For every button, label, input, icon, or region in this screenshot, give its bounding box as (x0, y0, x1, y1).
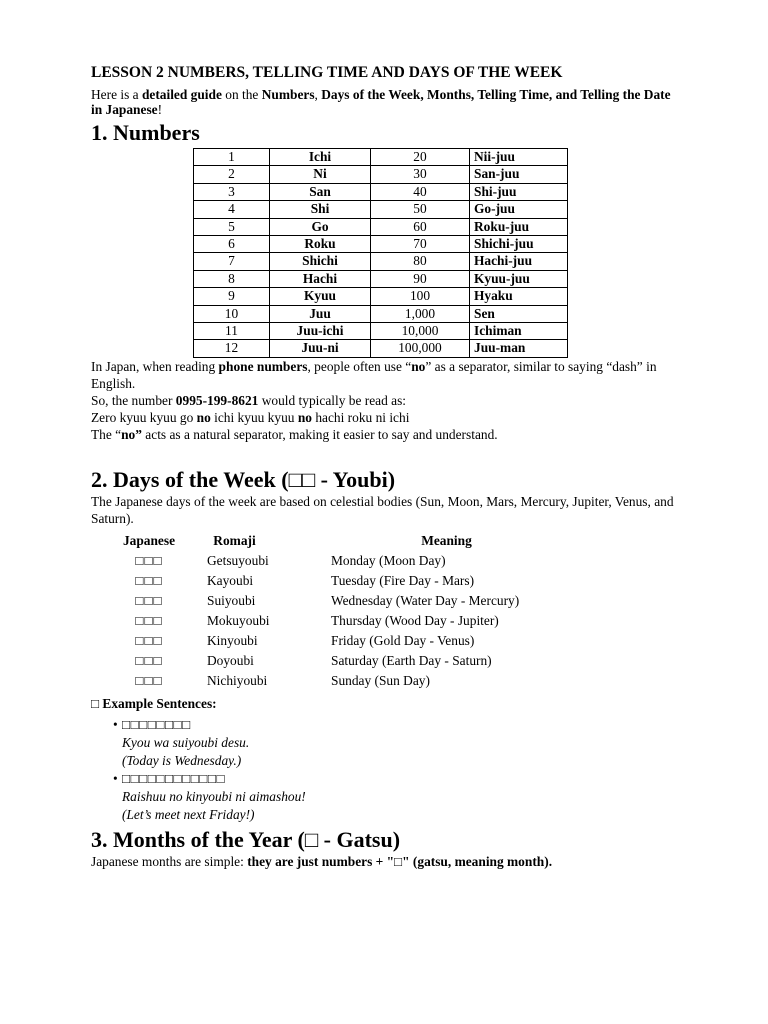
lesson-title: LESSON 2 NUMBERS, TELLING TIME AND DAYS OF THE WEEK (91, 64, 563, 81)
day-romaji: Kayoubi (207, 572, 254, 588)
phone-text: hachi roku ni ichi (311, 409, 410, 425)
day-meaning: Friday (Gold Day - Venus) (331, 632, 475, 648)
bullet-icon: • (113, 716, 118, 732)
day-meaning: Tuesday (Fire Day - Mars) (331, 572, 475, 588)
example-japanese: □□□□□□□□□□□□ (122, 770, 226, 786)
phone-example-paragraph (91, 392, 691, 409)
column-header-romaji: Romaji (213, 532, 256, 548)
number-digit: 90 (371, 270, 470, 287)
phone-text: acts as a natural separator, making it easier to say and understand. (141, 426, 498, 442)
example-japanese: □□□□□□□□ (122, 716, 191, 732)
number-word: Juu-ichi (270, 323, 371, 340)
number-digit: 10 (194, 305, 270, 322)
number-word: Shichi (270, 253, 371, 270)
example-romaji: Raishuu no kinyoubi ni aimashou! (122, 788, 306, 804)
example-romaji: Kyou wa suiyoubi desu. (122, 734, 250, 750)
number-word: San (270, 183, 371, 200)
number-word: San-juu (470, 166, 568, 183)
phone-text: ichi kyuu kyuu (210, 409, 298, 425)
number-digit: 8 (194, 270, 270, 287)
number-digit: 11 (194, 323, 270, 340)
phone-bold: no (411, 358, 426, 374)
number-word: Shi-juu (470, 183, 568, 200)
phone-bold: phone numbers (218, 358, 308, 374)
number-word: Go-juu (470, 201, 568, 218)
intro-paragraph (91, 87, 681, 117)
phone-text: ” as a separator, similar to saying “dash” in English. (91, 358, 657, 391)
day-row (91, 611, 586, 631)
number-row (194, 288, 568, 305)
phone-text: In Japan, when reading (91, 358, 219, 374)
number-digit: 7 (194, 253, 270, 270)
phone-bold: no” (121, 426, 142, 442)
number-digit: 5 (194, 218, 270, 235)
column-header-meaning: Meaning (421, 532, 472, 548)
number-word: Roku (270, 236, 371, 253)
number-digit: 100 (371, 288, 470, 305)
day-romaji: Mokuyoubi (207, 612, 270, 628)
day-romaji: Doyoubi (207, 652, 254, 668)
number-row (194, 323, 568, 340)
number-word: Hyaku (470, 288, 568, 305)
number-digit: 6 (194, 236, 270, 253)
number-word: Shichi-juu (470, 236, 568, 253)
days-intro: The Japanese days of the week are based on celestial bodies (Sun, Moon, Mars, Mercury, Jupiter, Venus, and Saturn). (91, 493, 674, 526)
phone-text: , people often use “ (307, 358, 412, 374)
number-word: Sen (470, 305, 568, 322)
day-romaji: Kinyoubi (207, 632, 258, 648)
day-japanese: □□□ (135, 552, 163, 568)
months-bold: they are just numbers + "□" (gatsu, meaning month). (247, 853, 553, 869)
intro-text: Here is a (91, 87, 142, 102)
number-word: Juu (270, 305, 371, 322)
day-japanese: □□□ (135, 592, 163, 608)
number-digit: 3 (194, 183, 270, 200)
day-japanese: □□□ (135, 572, 163, 588)
number-row (194, 270, 568, 287)
months-text: Japanese months are simple: (91, 853, 248, 869)
number-word: Ichi (270, 149, 371, 166)
days-table-header (91, 531, 586, 551)
months-intro (91, 853, 691, 870)
day-row (91, 651, 586, 671)
intro-bold: Numbers (261, 87, 315, 102)
example-item (91, 770, 691, 824)
number-digit: 2 (194, 166, 270, 183)
example-english: (Today is Wednesday.) (122, 752, 242, 768)
number-digit: 40 (371, 183, 470, 200)
days-table-body (91, 551, 586, 691)
phone-paragraph (91, 358, 681, 392)
number-digit: 1,000 (371, 305, 470, 322)
days-heading: 2. Days of the Week (□□ - Youbi) (91, 466, 396, 492)
number-row (194, 149, 568, 166)
day-japanese: □□□ (135, 612, 163, 628)
number-digit: 4 (194, 201, 270, 218)
number-word: Hachi (270, 270, 371, 287)
number-word: Ni (270, 166, 371, 183)
number-digit: 1 (194, 149, 270, 166)
day-japanese: □□□ (135, 652, 163, 668)
day-meaning: Sunday (Sun Day) (331, 672, 430, 688)
number-digit: 100,000 (371, 340, 470, 357)
phone-text: The “ (91, 426, 122, 442)
number-row (194, 166, 568, 183)
number-word: Hachi-juu (470, 253, 568, 270)
number-digit: 20 (371, 149, 470, 166)
intro-text: on the (221, 87, 262, 102)
number-row (194, 183, 568, 200)
number-row (194, 236, 568, 253)
example-item (91, 716, 691, 770)
days-table (91, 531, 586, 691)
day-row (91, 631, 586, 651)
numbers-heading: 1. Numbers (91, 120, 200, 145)
intro-text: , (314, 87, 322, 102)
day-meaning: Wednesday (Water Day - Mercury) (331, 592, 520, 608)
number-word: Juu-man (470, 340, 568, 357)
number-row (194, 305, 568, 322)
day-romaji: Suiyoubi (207, 592, 256, 608)
months-heading: 3. Months of the Year (□ - Gatsu) (91, 826, 401, 852)
phone-bold: no (196, 409, 211, 425)
number-word: Ichiman (470, 323, 568, 340)
number-digit: 50 (371, 201, 470, 218)
number-word: Nii-juu (470, 149, 568, 166)
phone-text: would typically be read as: (258, 392, 406, 408)
phone-text: So, the number (91, 392, 176, 408)
day-romaji: Nichiyoubi (207, 672, 268, 688)
number-row (194, 340, 568, 357)
number-digit: 30 (371, 166, 470, 183)
intro-text: ! (157, 102, 163, 117)
examples-heading: □ Example Sentences: (91, 695, 217, 711)
phone-text: Zero kyuu kyuu go (91, 409, 197, 425)
day-row (91, 551, 586, 571)
day-meaning: Monday (Moon Day) (331, 552, 446, 568)
phone-reading-paragraph (91, 409, 691, 426)
column-header-japanese: Japanese (122, 532, 176, 548)
number-row (194, 218, 568, 235)
number-row (194, 201, 568, 218)
day-row (91, 671, 586, 691)
number-word: Roku-juu (470, 218, 568, 235)
number-word: Shi (270, 201, 371, 218)
phone-number: 0995-199-8621 (175, 392, 259, 408)
number-word: Juu-ni (270, 340, 371, 357)
day-row (91, 591, 586, 611)
numbers-table-body (194, 149, 568, 358)
day-japanese: □□□ (135, 632, 163, 648)
number-word: Go (270, 218, 371, 235)
day-japanese: □□□ (135, 672, 163, 688)
intro-bold: detailed guide (141, 87, 222, 102)
number-digit: 12 (194, 340, 270, 357)
number-digit: 9 (194, 288, 270, 305)
day-meaning: Thursday (Wood Day - Jupiter) (331, 612, 499, 628)
numbers-table (193, 148, 568, 358)
number-word: Kyuu (270, 288, 371, 305)
number-row (194, 253, 568, 270)
number-digit: 70 (371, 236, 470, 253)
day-romaji: Getsuyoubi (207, 552, 269, 568)
examples-list (91, 716, 691, 824)
number-word: Kyuu-juu (470, 270, 568, 287)
intro-bold: Days of the Week, Months, Telling Time, and Telling the Date in Japanese (91, 87, 671, 117)
day-meaning: Saturday (Earth Day - Saturn) (331, 652, 492, 668)
number-digit: 80 (371, 253, 470, 270)
document-page (91, 62, 691, 870)
bullet-icon: • (113, 770, 118, 786)
number-digit: 60 (371, 218, 470, 235)
phone-bold: no (297, 409, 312, 425)
example-english: (Let’s meet next Friday!) (122, 806, 255, 822)
number-digit: 10,000 (371, 323, 470, 340)
phone-separator-paragraph (91, 426, 691, 443)
day-row (91, 571, 586, 591)
